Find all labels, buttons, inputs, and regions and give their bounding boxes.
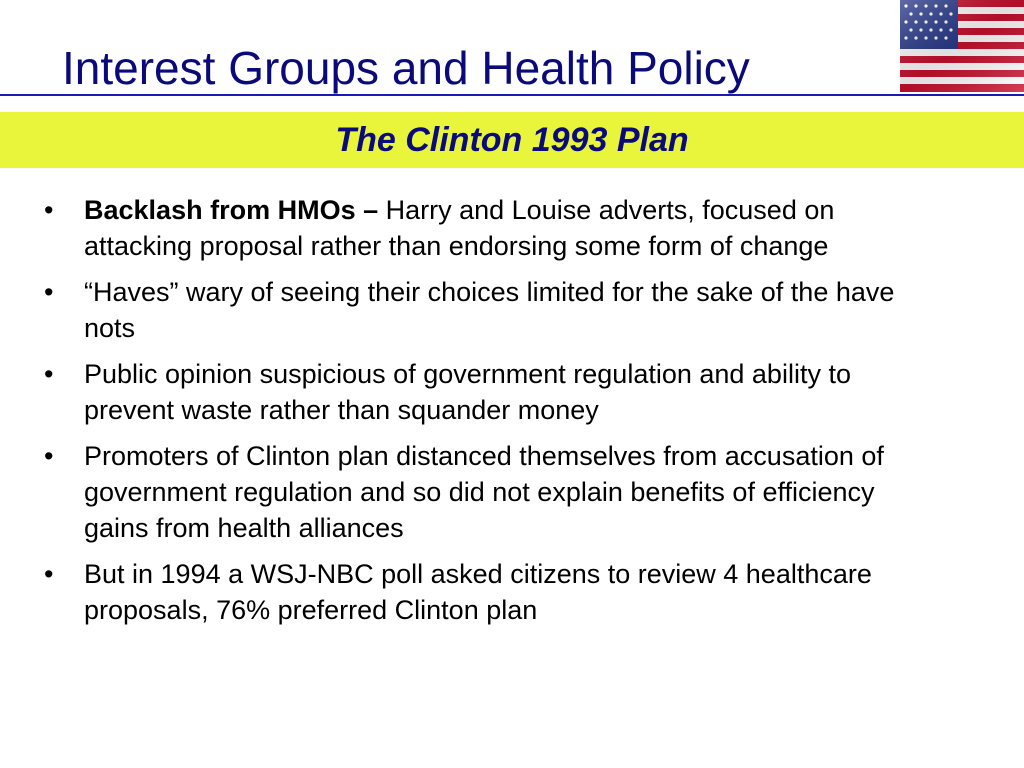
bullet-marker: • xyxy=(44,559,54,589)
bullet-lead: Backlash from HMOs – xyxy=(84,195,379,225)
bullet-item xyxy=(44,192,944,264)
us-flag-icon xyxy=(900,0,1024,92)
bullet-marker: • xyxy=(44,441,54,471)
bullet-text: Public opinion suspicious of government regulation and ability to prevent waste rather than squander money xyxy=(84,359,851,425)
bullet-text: “Haves” wary of seeing their choices limited for the sake of the have nots xyxy=(84,277,895,343)
slide-title: Interest Groups and Health Policy xyxy=(62,42,750,94)
bullet-item xyxy=(44,556,944,628)
bullet-text: Harry and Louise adverts, focused on attacking proposal rather than endorsing some form of change xyxy=(84,195,835,261)
bullet-item xyxy=(44,438,944,546)
slide-subtitle: The Clinton 1993 Plan xyxy=(335,121,689,159)
subtitle-band xyxy=(0,112,1024,168)
bullet-item xyxy=(44,356,944,428)
bullet-list xyxy=(44,192,944,638)
title-divider xyxy=(0,94,1024,96)
bullet-marker: • xyxy=(44,359,54,389)
bullet-marker: • xyxy=(44,277,54,307)
bullet-marker: • xyxy=(44,195,54,225)
bullet-item xyxy=(44,274,944,346)
bullet-text: Promoters of Clinton plan distanced themselves from accusation of government regulation and so did not explain benefits of efficiency gains from health alliances xyxy=(84,441,884,543)
bullet-text: But in 1994 a WSJ-NBC poll asked citizens to review 4 healthcare proposals, 76% preferred Clinton plan xyxy=(84,559,872,625)
